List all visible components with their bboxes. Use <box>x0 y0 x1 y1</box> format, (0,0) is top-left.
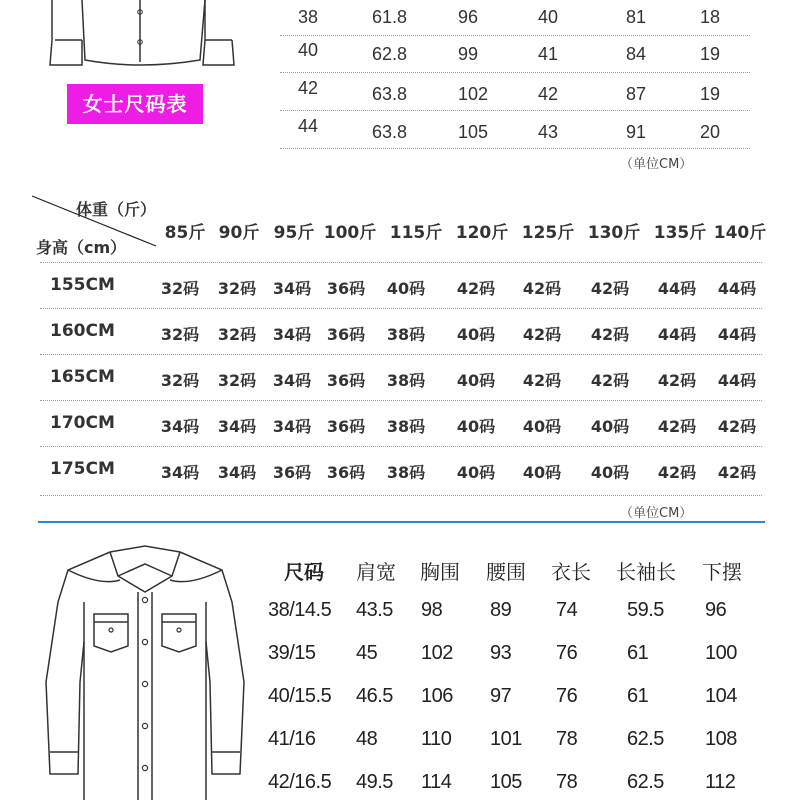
size-cell: 40码 <box>456 325 496 344</box>
weight-column-header: 100斤 <box>323 223 377 243</box>
measurement-cell: 89 <box>490 599 512 621</box>
column-header: 衣长 <box>551 560 591 584</box>
size-cell: 44码 <box>717 371 757 390</box>
height-row-label: 155CM <box>50 275 115 295</box>
weight-column-header: 130斤 <box>587 223 641 243</box>
height-header: 身高（cm） <box>36 238 127 257</box>
size-cell: 38码 <box>386 325 426 344</box>
size-cell: 42码 <box>657 417 697 436</box>
size-cell: 42码 <box>657 463 697 482</box>
measurement-cell: 46.5 <box>356 685 393 707</box>
measurement-cell: 110 <box>421 728 452 750</box>
column-header: 下摆 <box>702 560 742 584</box>
measurement-cell: 97 <box>490 685 512 707</box>
shirt-sketch-top <box>0 0 260 80</box>
size-value: 41/16 <box>268 728 316 750</box>
size-value: 38/14.5 <box>268 599 332 621</box>
row-divider <box>40 308 762 309</box>
size-cell: 42码 <box>717 417 757 436</box>
measurement-cell: 98 <box>421 599 443 621</box>
size-cell: 42码 <box>522 279 562 298</box>
height-row-label: 165CM <box>50 367 115 387</box>
measurement-cell: 108 <box>705 728 737 750</box>
size-cell: 34码 <box>217 417 257 436</box>
measurement-cell: 48 <box>356 728 378 750</box>
table-row: 38 61.8 96 40 81 18 <box>298 7 721 27</box>
height-row-label: 160CM <box>50 321 115 341</box>
size-cell: 32码 <box>160 279 200 298</box>
size-cell: 40码 <box>386 279 426 298</box>
measurement-cell: 106 <box>421 685 453 707</box>
measurement-cell: 62.5 <box>627 771 664 793</box>
row-divider <box>40 495 762 496</box>
size-cell: 34码 <box>272 325 312 344</box>
weight-column-header: 95斤 <box>273 223 315 243</box>
unit-note: （单位CM） <box>620 506 693 521</box>
size-cell: 38码 <box>386 463 426 482</box>
size-cell: 32码 <box>217 371 257 390</box>
measurement-cell: 104 <box>705 685 737 707</box>
measurement-cell: 78 <box>556 728 578 750</box>
size-value: 39/15 <box>268 642 316 664</box>
weight-header: 体重（斤） <box>76 200 157 219</box>
measurement-cell: 93 <box>490 642 512 664</box>
size-cell: 44码 <box>717 279 757 298</box>
column-header: 腰围 <box>486 560 526 584</box>
size-cell: 44码 <box>657 279 697 298</box>
size-cell: 38码 <box>386 371 426 390</box>
measurement-cell: 76 <box>556 685 578 707</box>
size-cell: 36码 <box>326 463 366 482</box>
height-row-label: 170CM <box>50 413 115 433</box>
weight-column-header: 85斤 <box>164 223 206 243</box>
measurement-cell: 45 <box>356 642 378 664</box>
measurement-cell: 62.5 <box>627 728 664 750</box>
table-row: 42 63.8 102 42 87 19 <box>298 78 721 104</box>
size-cell: 44码 <box>717 325 757 344</box>
size-cell: 42码 <box>456 279 496 298</box>
measurement-cell: 102 <box>421 642 453 664</box>
size-cell: 42码 <box>522 371 562 390</box>
size-cell: 36码 <box>326 417 366 436</box>
size-cell: 36码 <box>326 325 366 344</box>
measurement-cell: 61 <box>627 642 649 664</box>
size-cell: 40码 <box>456 463 496 482</box>
row-divider <box>280 72 750 73</box>
measurement-cell: 112 <box>705 771 736 793</box>
size-cell: 34码 <box>272 417 312 436</box>
measurement-cell: 96 <box>705 599 727 621</box>
size-cell: 42码 <box>590 371 630 390</box>
size-cell: 42码 <box>522 325 562 344</box>
size-cell: 42码 <box>590 325 630 344</box>
size-cell: 32码 <box>160 325 200 344</box>
size-cell: 42码 <box>657 371 697 390</box>
column-header: 尺码 <box>284 560 324 584</box>
measurement-cell: 49.5 <box>356 771 393 793</box>
weight-column-header: 115斤 <box>389 223 443 243</box>
shirt-sketch <box>40 542 250 800</box>
size-cell: 36码 <box>326 371 366 390</box>
row-divider <box>40 446 762 447</box>
size-cell: 38码 <box>386 417 426 436</box>
weight-column-header: 140斤 <box>713 223 767 243</box>
weight-column-header: 90斤 <box>218 223 260 243</box>
size-cell: 34码 <box>272 279 312 298</box>
size-cell: 40码 <box>522 417 562 436</box>
row-divider <box>40 354 762 355</box>
size-cell: 42码 <box>717 463 757 482</box>
measurement-cell: 78 <box>556 771 578 793</box>
size-value: 42/16.5 <box>268 771 332 793</box>
column-header: 胸围 <box>420 560 460 584</box>
size-cell: 40码 <box>590 417 630 436</box>
women-size-badge: 女士尺码表 <box>67 84 203 124</box>
size-cell: 40码 <box>590 463 630 482</box>
height-row-label: 175CM <box>50 459 115 479</box>
size-cell: 34码 <box>272 371 312 390</box>
size-cell: 34码 <box>217 463 257 482</box>
size-cell: 44码 <box>657 325 697 344</box>
weight-column-header: 135斤 <box>653 223 707 243</box>
column-header: 长袖长 <box>616 560 676 584</box>
measurement-cell: 74 <box>556 599 578 621</box>
size-cell: 42码 <box>590 279 630 298</box>
measurement-cell: 43.5 <box>356 599 393 621</box>
measurement-cell: 114 <box>421 771 452 793</box>
table-row: 44 63.8 105 43 91 20 <box>298 116 721 142</box>
size-cell: 36码 <box>326 279 366 298</box>
weight-column-header: 125斤 <box>521 223 575 243</box>
size-cell: 40码 <box>456 371 496 390</box>
section-divider <box>38 521 765 523</box>
size-cell: 40码 <box>522 463 562 482</box>
unit-note: （单位CM） <box>620 157 693 172</box>
size-cell: 36码 <box>272 463 312 482</box>
row-divider <box>280 148 750 149</box>
measurement-cell: 61 <box>627 685 649 707</box>
column-header: 肩宽 <box>356 560 396 584</box>
measurement-cell: 105 <box>490 771 522 793</box>
size-value: 40/15.5 <box>268 685 332 707</box>
size-cell: 32码 <box>217 325 257 344</box>
size-cell: 34码 <box>160 417 200 436</box>
row-divider <box>40 262 762 263</box>
measurement-cell: 101 <box>490 728 522 750</box>
weight-column-header: 120斤 <box>455 223 509 243</box>
row-divider <box>40 400 762 401</box>
measurement-cell: 59.5 <box>627 599 664 621</box>
measurement-cell: 76 <box>556 642 578 664</box>
table-row: 40 62.8 99 41 84 19 <box>298 40 721 64</box>
size-cell: 32码 <box>217 279 257 298</box>
size-cell: 34码 <box>160 463 200 482</box>
row-divider <box>280 35 750 36</box>
measurement-cell: 100 <box>705 642 737 664</box>
row-divider <box>280 110 750 111</box>
size-cell: 32码 <box>160 371 200 390</box>
size-cell: 40码 <box>456 417 496 436</box>
